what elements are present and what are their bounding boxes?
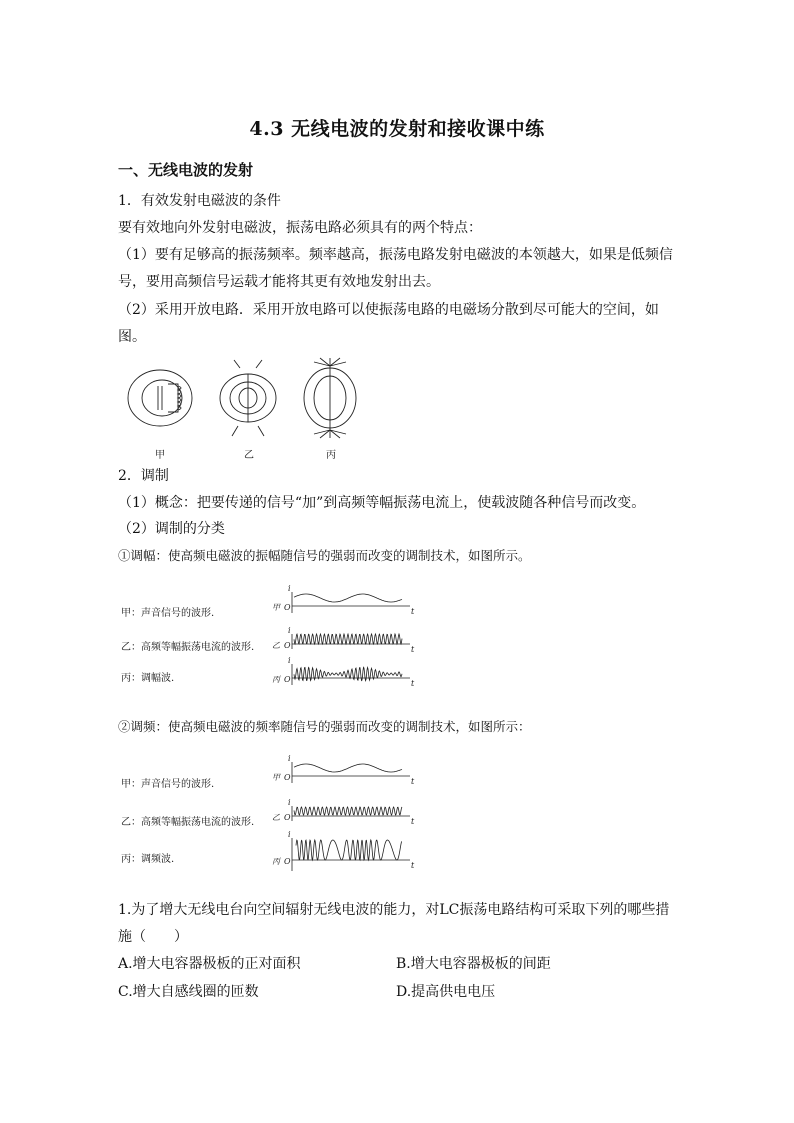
- paragraph: 号，要用高频信号运载才能将其更有效地发射出去。: [118, 274, 440, 290]
- fm-wave: [296, 840, 402, 860]
- figure-label: 丙: [326, 450, 336, 461]
- row-marker: 乙: [272, 641, 280, 650]
- carrier-wave: [294, 634, 402, 644]
- axis-origin: O: [284, 603, 291, 612]
- axis-label-i: i: [288, 656, 291, 665]
- axis-origin: O: [284, 773, 291, 782]
- open-circuit-figure: [120, 356, 360, 446]
- axis-label-i: i: [288, 626, 291, 635]
- axis-origin: O: [284, 857, 291, 866]
- axis-label-i: i: [288, 830, 291, 839]
- row-marker: 丙: [272, 857, 280, 866]
- axis-label-t: t: [411, 817, 415, 826]
- axis-origin: O: [284, 675, 291, 684]
- wave-label: 乙：高频等幅振荡电流的波形.: [121, 642, 255, 653]
- axis-origin: O: [284, 813, 291, 822]
- axis-label-i: i: [288, 798, 291, 807]
- paragraph: （2）调制的分类: [118, 521, 225, 537]
- item-heading-1: 1．有效发射电磁波的条件: [118, 193, 281, 209]
- paragraph: ②调频：使高频电磁波的频率随信号的强弱而改变的调制技术，如图所示：: [118, 719, 531, 734]
- row-marker: 丙: [272, 675, 280, 684]
- figure-label: 甲: [155, 450, 165, 461]
- axis-label-t: t: [411, 645, 415, 654]
- row-marker: 甲: [272, 773, 280, 782]
- figure-label: 乙: [244, 450, 254, 461]
- am-wave-figure: [270, 578, 420, 693]
- wave-label: 甲：声音信号的波形.: [121, 779, 215, 790]
- option-c[interactable]: C.增大自感线圈的匝数: [118, 984, 259, 1000]
- wave-label: 丙：调幅波.: [121, 673, 175, 684]
- option-b[interactable]: B.增大电容器极板的间距: [396, 956, 551, 972]
- section-heading: 一、无线电波的发射: [118, 161, 254, 179]
- paragraph: 图。: [118, 329, 146, 345]
- wave-label: 甲：声音信号的波形.: [121, 608, 215, 619]
- paragraph: （1）概念：把要传递的信号“加”到高频等幅振荡电流上，使载波随各种信号而改变。: [118, 495, 646, 511]
- option-a[interactable]: A.增大电容器极板的正对面积: [118, 956, 301, 972]
- carrier-wave: [294, 807, 402, 815]
- axis-origin: O: [284, 641, 291, 650]
- axis-label-t: t: [411, 861, 415, 870]
- option-d[interactable]: D.提高供电电压: [396, 984, 496, 1000]
- wave-label: 丙：调频波.: [121, 854, 175, 865]
- item-heading-2: 2．调制: [118, 468, 169, 484]
- paragraph: ①调幅：使高频电磁波的振幅随信号的强弱而改变的调制技术，如图所示。: [118, 548, 531, 563]
- axis-label-i: i: [288, 754, 291, 763]
- row-marker: 乙: [272, 813, 280, 822]
- wave-label: 乙：高频等幅振荡电流的波形.: [121, 817, 255, 828]
- row-marker: 甲: [272, 603, 280, 612]
- axis-label-t: t: [411, 607, 415, 616]
- fm-wave-figure: [270, 748, 420, 878]
- paragraph: （1）要有足够高的振荡频率。频率越高，振荡电路发射电磁波的本领越大，如果是低频信: [118, 247, 673, 263]
- question-stem: 1.为了增大无线电台向空间辐射无线电波的能力，对LC振荡电路结构可采取下列的哪些措: [118, 902, 670, 918]
- axis-label-i: i: [288, 584, 291, 593]
- sound-wave: [294, 594, 402, 602]
- paragraph: （2）采用开放电路．采用开放电路可以使振荡电路的电磁场分散到尽可能大的空间，如: [118, 302, 659, 318]
- axis-label-t: t: [411, 777, 415, 786]
- sound-wave: [294, 764, 402, 772]
- question-stem: 施（ ）: [118, 929, 188, 945]
- page-title: 4.3 无线电波的发射和接收课中练: [249, 118, 545, 140]
- am-wave: [294, 667, 402, 680]
- axis-label-t: t: [411, 679, 415, 688]
- paragraph: 要有效地向外发射电磁波，振荡电路必须具有的两个特点：: [118, 220, 482, 236]
